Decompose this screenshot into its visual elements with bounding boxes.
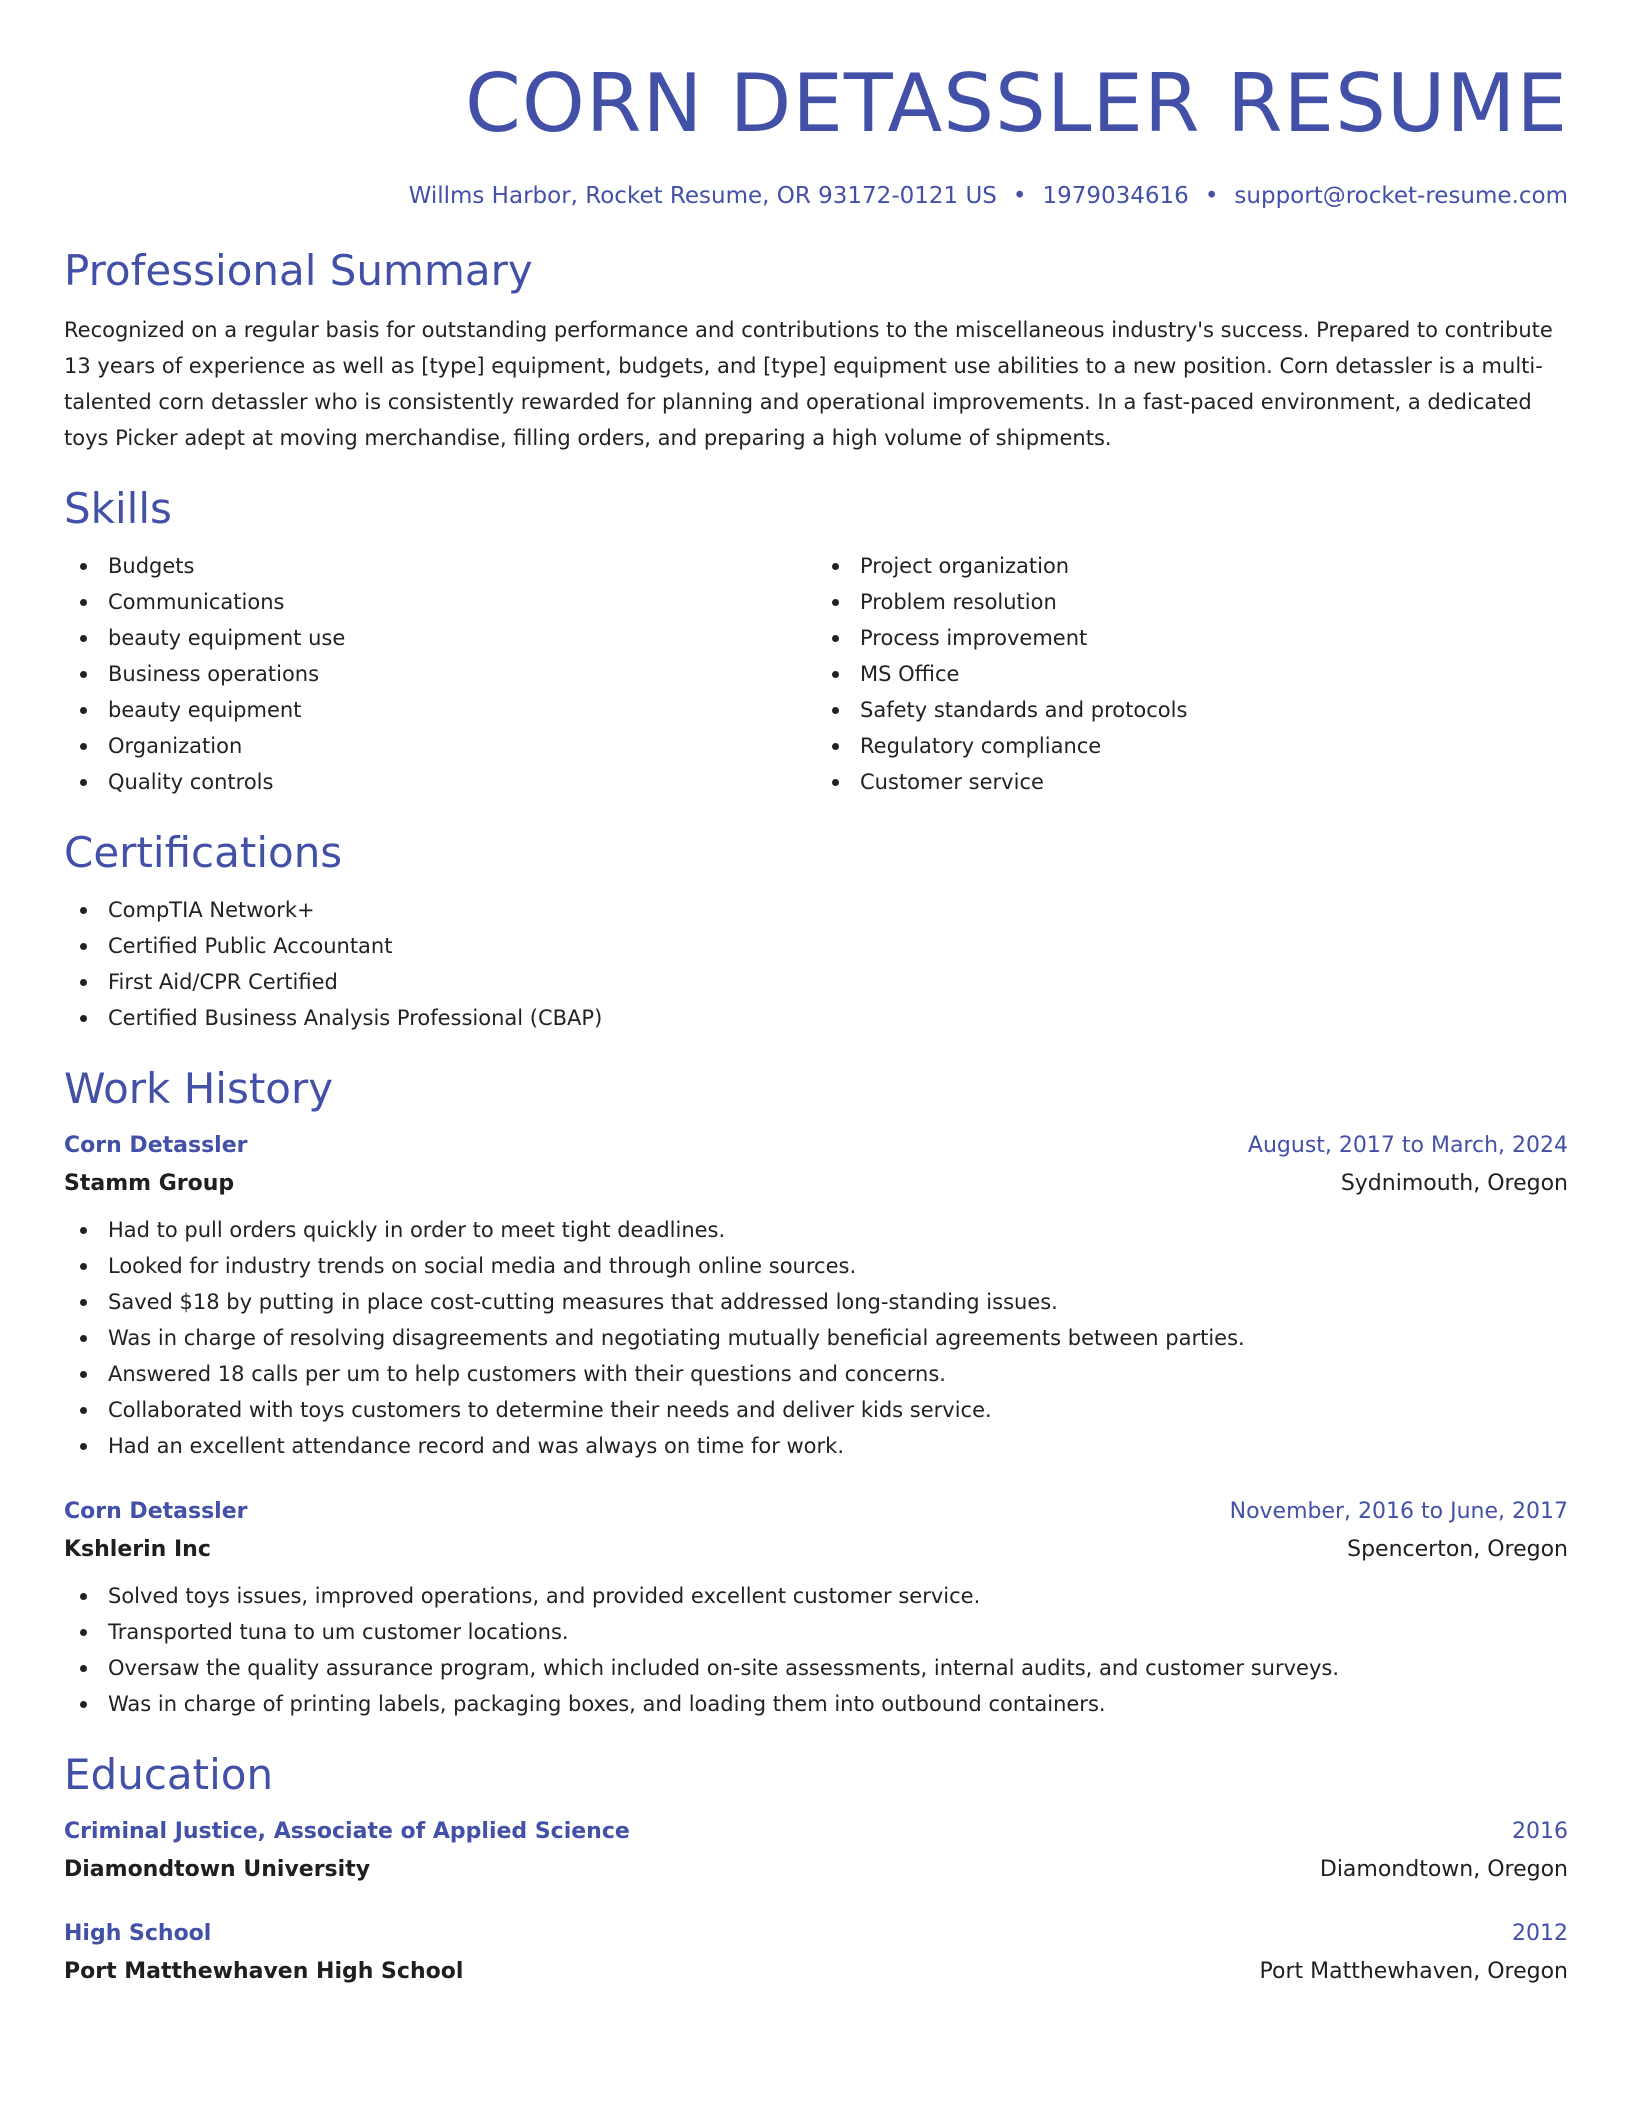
skills-section xyxy=(64,482,1568,800)
list-item: Budgets xyxy=(64,548,816,584)
section-title-work-history: Work History xyxy=(64,1064,334,1113)
list-item: First Aid/CPR Certified xyxy=(64,964,1568,1000)
list-item: Was in charge of printing labels, packaging boxes, and loading them into outbound containers. xyxy=(64,1686,1568,1722)
list-item: beauty equipment use xyxy=(64,620,816,656)
list-item: Had an excellent attendance record and was always on time for work. xyxy=(64,1428,1568,1464)
graduation-year: 2012 xyxy=(1512,1921,1568,1946)
education-entry xyxy=(64,1814,1568,1890)
job-header xyxy=(64,1128,1568,1164)
education-section xyxy=(64,1748,1568,1992)
list-item: Oversaw the quality assurance program, which included on-site assessments, internal audits, and customer surveys. xyxy=(64,1650,1568,1686)
list-item: Communications xyxy=(64,584,816,620)
job-header xyxy=(64,1494,1568,1530)
list-item: MS Office xyxy=(816,656,1568,692)
school-location: Diamondtown, Oregon xyxy=(1319,1857,1568,1882)
list-item: Problem resolution xyxy=(816,584,1568,620)
section-title-summary: Professional Summary xyxy=(64,246,533,295)
education-subheader xyxy=(64,1952,1568,1992)
skills-columns xyxy=(64,548,1568,800)
job-dates: November, 2016 to June, 2017 xyxy=(1229,1499,1568,1524)
list-item: Certified Business Analysis Professional (CBAP) xyxy=(64,1000,1568,1036)
job-entry xyxy=(64,1128,1568,1464)
list-item: Collaborated with toys customers to determine their needs and deliver kids service. xyxy=(64,1392,1568,1428)
list-item: Had to pull orders quickly in order to meet tight deadlines. xyxy=(64,1212,1568,1248)
list-item: CompTIA Network+ xyxy=(64,892,1568,928)
phone: 1979034616 xyxy=(1042,183,1189,209)
list-item: Was in charge of resolving disagreements and negotiating mutually beneficial agreements between parties. xyxy=(64,1320,1568,1356)
certifications-list xyxy=(64,892,1568,1036)
job-dates: August, 2017 to March, 2024 xyxy=(1247,1133,1568,1158)
list-item: Regulatory compliance xyxy=(816,728,1568,764)
school-name: Diamondtown University xyxy=(64,1857,371,1882)
education-header xyxy=(64,1916,1568,1952)
list-item: Safety standards and protocols xyxy=(816,692,1568,728)
degree: High School xyxy=(64,1921,212,1946)
separator: • xyxy=(1012,183,1027,209)
job-bullets xyxy=(64,1212,1568,1464)
list-item: Answered 18 calls per um to help customers with their questions and concerns. xyxy=(64,1356,1568,1392)
work-history-section xyxy=(64,1062,1568,1722)
list-item: Business operations xyxy=(64,656,816,692)
job-title: Corn Detassler xyxy=(64,1133,248,1158)
education-header xyxy=(64,1814,1568,1850)
section-title-education: Education xyxy=(64,1750,274,1799)
list-item: Quality controls xyxy=(64,764,816,800)
list-item: Customer service xyxy=(816,764,1568,800)
section-title-certifications: Certifications xyxy=(64,828,343,877)
list-item: Organization xyxy=(64,728,816,764)
list-item: Process improvement xyxy=(816,620,1568,656)
summary-section xyxy=(64,244,1568,456)
job-entry xyxy=(64,1494,1568,1722)
list-item: Project organization xyxy=(816,548,1568,584)
address: Willms Harbor, Rocket Resume, OR 93172-0121 US xyxy=(408,183,997,209)
education-entry xyxy=(64,1916,1568,1992)
job-subheader xyxy=(64,1164,1568,1204)
list-item: Transported tuna to um customer locations. xyxy=(64,1614,1568,1650)
list-item: Saved $18 by putting in place cost-cutting measures that addressed long-standing issues. xyxy=(64,1284,1568,1320)
separator: • xyxy=(1204,183,1219,209)
list-item: beauty equipment xyxy=(64,692,816,728)
contact-line xyxy=(64,180,1568,212)
job-title: Corn Detassler xyxy=(64,1499,248,1524)
certifications-section xyxy=(64,826,1568,1036)
resume-title: CORN DETASSLER RESUME xyxy=(465,57,1568,150)
job-location: Sydnimouth, Oregon xyxy=(1340,1171,1568,1196)
skills-list-right xyxy=(816,548,1568,800)
job-bullets xyxy=(64,1578,1568,1722)
job-location: Spencerton, Oregon xyxy=(1347,1537,1568,1562)
graduation-year: 2016 xyxy=(1512,1819,1568,1844)
degree: Criminal Justice, Associate of Applied Science xyxy=(64,1819,630,1844)
company-name: Stamm Group xyxy=(64,1171,235,1196)
summary-text: Recognized on a regular basis for outstanding performance and contributions to the miscellaneous industry's success. Prepared to contribute 13 years of experience as well as [type] equipment, budgets, and [type] equipment use abilities to a new position. Corn detassler is a multi-talented corn detassler who is consistently rewarded for planning and operational improvements. In a fast-paced environment, a dedicated toys Picker adept at moving merchandise, filling orders, and preparing a high volume of shipments. xyxy=(64,318,1553,450)
school-location: Port Matthewhaven, Oregon xyxy=(1259,1959,1568,1984)
company-name: Kshlerin Inc xyxy=(64,1537,211,1562)
skills-list-left xyxy=(64,548,816,800)
section-title-skills: Skills xyxy=(64,484,172,533)
list-item: Looked for industry trends on social media and through online sources. xyxy=(64,1248,1568,1284)
school-name: Port Matthewhaven High School xyxy=(64,1959,464,1984)
email: support@rocket-resume.com xyxy=(1234,183,1568,209)
list-item: Certified Public Accountant xyxy=(64,928,1568,964)
job-subheader xyxy=(64,1530,1568,1570)
education-subheader xyxy=(64,1850,1568,1890)
list-item: Solved toys issues, improved operations, and provided excellent customer service. xyxy=(64,1578,1568,1614)
